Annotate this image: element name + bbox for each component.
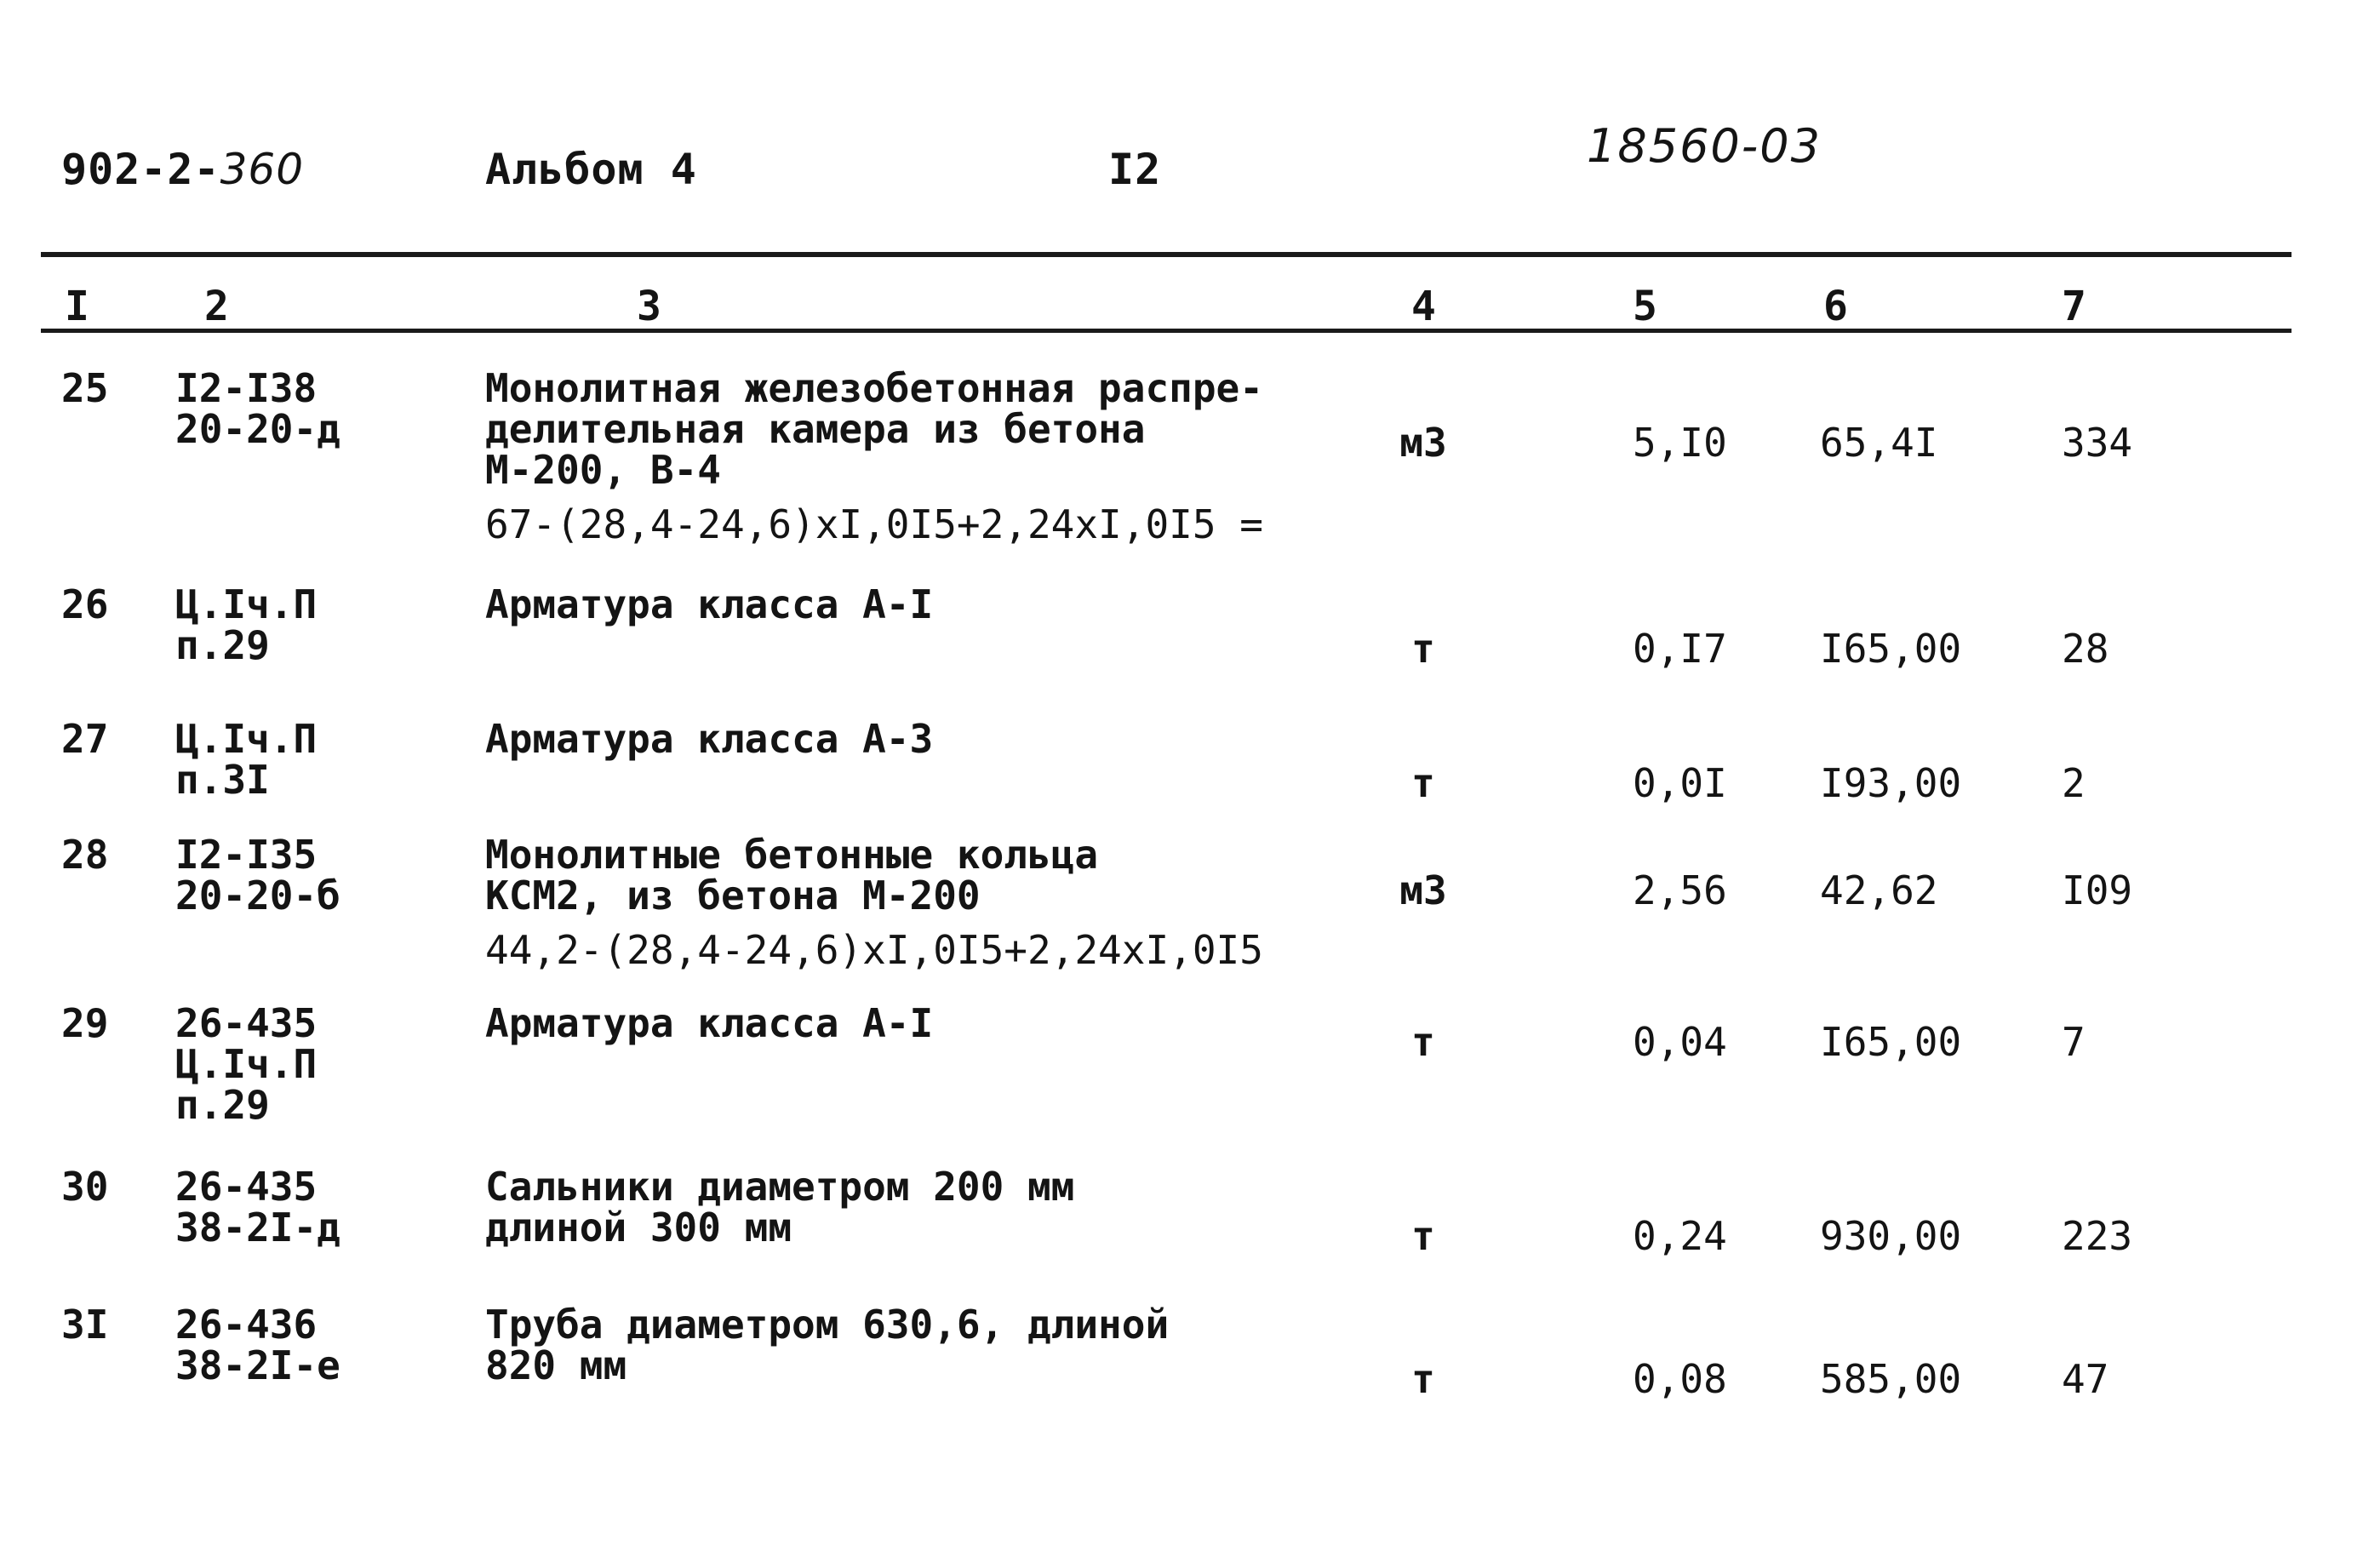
quantity: 5,I0 bbox=[1633, 420, 1727, 466]
album-label: Альбом 4 bbox=[485, 145, 697, 194]
header-rule bbox=[41, 252, 2291, 257]
unit: м3 bbox=[1399, 867, 1447, 913]
work-description-line: Арматура класса А-I bbox=[485, 581, 934, 627]
doc-code-printed: 902-2- bbox=[61, 145, 220, 194]
unit: т bbox=[1411, 760, 1435, 806]
row-number: 29 bbox=[61, 1000, 109, 1046]
doc-code bbox=[61, 145, 304, 194]
work-description-line: длиной 300 мм bbox=[485, 1205, 792, 1250]
doc-code-handwritten: 360 bbox=[220, 145, 305, 194]
rate-code bbox=[175, 365, 340, 452]
unit: т bbox=[1411, 626, 1435, 672]
unit: т bbox=[1411, 1356, 1435, 1402]
rate-code bbox=[175, 716, 318, 803]
unit: т bbox=[1411, 1019, 1435, 1065]
row-number: 3I bbox=[61, 1302, 109, 1348]
work-description-line: КСМ2, из бетона М-200 bbox=[485, 873, 981, 918]
page-number: I2 bbox=[1108, 145, 1162, 194]
work-description bbox=[485, 716, 934, 762]
unit-price: 930,00 bbox=[1820, 1213, 1962, 1259]
work-description-line: М-200, В-4 bbox=[485, 447, 721, 493]
rate-code-line: 20-20-д bbox=[175, 406, 340, 452]
row-number: 27 bbox=[61, 716, 109, 762]
work-description bbox=[485, 1166, 1074, 1248]
column-header-1: I bbox=[65, 283, 89, 330]
work-description-line: Арматура класса А-I bbox=[485, 1000, 934, 1046]
column-header-7: 7 bbox=[2062, 283, 2086, 330]
rate-code-line: п.3I bbox=[175, 757, 270, 803]
column-header-4: 4 bbox=[1411, 283, 1436, 330]
total-cost: 7 bbox=[2062, 1019, 2086, 1065]
rate-code-line: Ц.Iч.П bbox=[175, 581, 318, 627]
unit-price: 585,00 bbox=[1820, 1356, 1962, 1402]
total-cost: I09 bbox=[2062, 867, 2133, 913]
work-description bbox=[485, 1304, 1169, 1386]
row-number: 25 bbox=[61, 365, 109, 411]
quantity-calculation: 67-(28,4-24,6)xI,0I5+2,24xI,0I5 = bbox=[485, 501, 1263, 547]
work-description-line: Монолитные бетонные кольца bbox=[485, 832, 1099, 878]
unit-price: I93,00 bbox=[1820, 760, 1962, 806]
work-description-line: делительная камера из бетона bbox=[485, 406, 1146, 452]
column-header-3: 3 bbox=[637, 283, 661, 330]
work-description bbox=[485, 832, 1263, 973]
rate-code bbox=[175, 1000, 318, 1128]
work-description-line: Арматура класса А-3 bbox=[485, 716, 934, 762]
rate-code-line: I2-I38 bbox=[175, 365, 318, 411]
column-header-2: 2 bbox=[204, 283, 229, 330]
unit-price: 42,62 bbox=[1820, 867, 1938, 913]
row-number: 28 bbox=[61, 832, 109, 878]
quantity: 0,I7 bbox=[1633, 626, 1727, 672]
total-cost: 223 bbox=[2062, 1213, 2133, 1259]
rate-code-line: п.29 bbox=[175, 1082, 270, 1128]
rate-code-line: 38-2I-д bbox=[175, 1205, 340, 1250]
rate-code-line: Ц.Iч.П bbox=[175, 1041, 318, 1087]
rate-code bbox=[175, 581, 318, 668]
quantity: 0,24 bbox=[1633, 1213, 1727, 1259]
rate-code-line: 20-20-б bbox=[175, 873, 340, 918]
row-number: 26 bbox=[61, 581, 109, 627]
unit: т bbox=[1411, 1213, 1435, 1259]
rate-code-line: 38-2I-е bbox=[175, 1342, 340, 1388]
quantity: 0,04 bbox=[1633, 1019, 1727, 1065]
work-description-line: 820 мм bbox=[485, 1342, 627, 1388]
rate-code-line: 26-435 bbox=[175, 1000, 318, 1046]
rate-code bbox=[175, 1166, 340, 1248]
rate-code bbox=[175, 834, 340, 916]
quantity-calculation: 44,2-(28,4-24,6)xI,0I5+2,24xI,0I5 bbox=[485, 927, 1263, 973]
quantity: 2,56 bbox=[1633, 867, 1727, 913]
quantity: 0,08 bbox=[1633, 1356, 1727, 1402]
unit-price: 65,4I bbox=[1820, 420, 1938, 466]
work-description-line: Сальники диаметром 200 мм bbox=[485, 1164, 1075, 1210]
rate-code-line: Ц.Iч.П bbox=[175, 716, 318, 762]
total-cost: 47 bbox=[2062, 1356, 2109, 1402]
column-header-rule bbox=[41, 329, 2291, 333]
work-description-line: Монолитная железобетонная распре- bbox=[485, 365, 1263, 411]
handwritten-stamp-number: 18560-03 bbox=[1587, 119, 1822, 173]
quantity: 0,0I bbox=[1633, 760, 1727, 806]
unit-price: I65,00 bbox=[1820, 1019, 1962, 1065]
total-cost: 334 bbox=[2062, 420, 2133, 466]
total-cost: 2 bbox=[2062, 760, 2086, 806]
work-description bbox=[485, 365, 1263, 547]
unit: м3 bbox=[1399, 420, 1447, 466]
row-number: 30 bbox=[61, 1164, 109, 1210]
column-header-5: 5 bbox=[1633, 283, 1657, 330]
rate-code-line: 26-436 bbox=[175, 1302, 318, 1348]
unit-price: I65,00 bbox=[1820, 626, 1962, 672]
rate-code bbox=[175, 1304, 340, 1386]
work-description bbox=[485, 1000, 934, 1046]
total-cost: 28 bbox=[2062, 626, 2109, 672]
work-description-line: Труба диаметром 630,6, длиной bbox=[485, 1302, 1170, 1348]
rate-code-line: I2-I35 bbox=[175, 832, 318, 878]
rate-code-line: п.29 bbox=[175, 622, 270, 668]
work-description bbox=[485, 581, 934, 627]
column-header-6: 6 bbox=[1823, 283, 1848, 330]
rate-code-line: 26-435 bbox=[175, 1164, 318, 1210]
